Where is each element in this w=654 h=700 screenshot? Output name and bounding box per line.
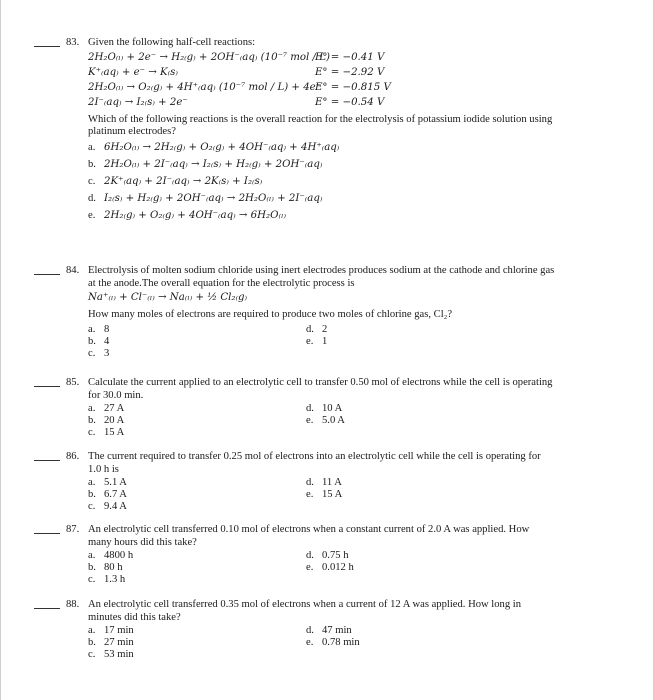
option-e[interactable]: e. 5.0 A (306, 415, 345, 427)
question-text-line2: many hours did this take? (88, 536, 197, 548)
option-d[interactable]: d. 47 min (306, 625, 352, 637)
option-c[interactable]: c. 3 (88, 347, 110, 359)
option-e[interactable]: e. 0.78 min (306, 637, 360, 649)
question-text-line2: at the anode.The overall equation for the electrolytic process is (88, 277, 355, 289)
question-text-line2: platinum electrodes? (88, 126, 176, 138)
question-text-line1: The current required to transfer 0.25 mol of electrons into an electrolytic cell while the cell is operating for (88, 451, 541, 462)
question-text-line2: 1.0 h is (88, 463, 119, 475)
answer-blank[interactable] (34, 608, 60, 609)
half-reaction-4: 2I⁻₍aq₎ → I₂₍s₎ + 2e⁻ E° = −0.54 V (88, 96, 385, 108)
question-text-line2: for 30.0 min. (88, 389, 144, 401)
question-text: How many moles of electrons are required to produce two moles of chlorine gas, Cl₂? (88, 309, 453, 321)
option-c[interactable]: c. 53 min (88, 649, 134, 661)
question-number: 83. (66, 37, 80, 48)
option-c[interactable]: c. 2K⁺₍aq₎ + 2I⁻₍aq₎ → 2K₍s₎ + I₂₍s₎ (88, 175, 263, 187)
option-b[interactable]: b. 2H₂O₍ₗ₎ + 2I⁻₍aq₎ → I₂₍s₎ + H₂₍g₎ + 2OH⁻₍aq₎ (88, 158, 323, 170)
half-reaction-3: 2H₂O₍ₗ₎ → O₂₍g₎ + 4H⁺₍aq₎ (10⁻⁷ mol / L) + 4e⁻ E° = −0.815 V (88, 81, 391, 93)
option-b[interactable]: b. 20 A (88, 415, 125, 427)
option-a[interactable]: a. 4800 h (88, 550, 134, 562)
answer-blank[interactable] (34, 386, 60, 387)
question-number: 87. (66, 524, 80, 535)
question-number: 85. (66, 377, 80, 388)
option-d[interactable]: d. 11 A (306, 477, 342, 489)
option-e[interactable]: e. 2H₂₍g₎ + O₂₍g₎ + 4OH⁻₍aq₎ → 6H₂O₍ₗ₎ (88, 209, 286, 221)
half-reaction-2: K⁺₍aq₎ + e⁻ → K₍s₎ E° = −2.92 V (88, 66, 385, 78)
question-text-line1: Electrolysis of molten sodium chloride using inert electrodes produces sodium at the cathode and chlorine gas (88, 265, 555, 276)
option-b[interactable]: b. 6.7 A (88, 489, 127, 501)
question-number: 84. (66, 265, 80, 276)
option-a[interactable]: a. 17 min (88, 625, 134, 637)
option-e[interactable]: e. 15 A (306, 489, 343, 501)
option-a[interactable]: a. 5.1 A (88, 477, 127, 489)
question-intro: Given the following half-cell reactions: (88, 37, 256, 48)
option-e[interactable]: e. 0.012 h (306, 562, 354, 574)
question-text-line1: An electrolytic cell transferred 0.35 mol of electrons when a current of 12 A was applied. How long in (88, 599, 522, 610)
option-d[interactable]: d. 10 A (306, 403, 343, 415)
overall-equation: Na⁺₍ₗ₎ + Cl⁻₍ₗ₎ → Na₍ₗ₎ + ½ Cl₂₍g₎ (88, 292, 248, 304)
answer-blank[interactable] (34, 533, 60, 534)
question-number: 86. (66, 451, 80, 462)
option-a[interactable]: a. 8 (88, 323, 110, 335)
answer-blank[interactable] (34, 46, 60, 47)
question-text-line1: An electrolytic cell transferred 0.10 mol of electrons when a constant current of 2.0 A was applied. How (88, 524, 530, 535)
option-c[interactable]: c. 1.3 h (88, 574, 126, 586)
question-number: 88. (66, 599, 80, 610)
question-text-line1: Calculate the current applied to an electrolytic cell to transfer 0.50 mol of electrons while the cell is operating (88, 377, 553, 388)
option-a[interactable]: a. 27 A (88, 403, 125, 415)
option-b[interactable]: b. 27 min (88, 637, 134, 649)
option-b[interactable]: b. 80 h (88, 562, 123, 574)
option-d[interactable]: d. 0.75 h (306, 550, 349, 562)
page-left-edge (0, 0, 1, 700)
option-d[interactable]: d. I₂₍s₎ + H₂₍g₎ + 2OH⁻₍aq₎ → 2H₂O₍ₗ₎ + 2I⁻₍aq₎ (88, 192, 323, 204)
option-c[interactable]: c. 9.4 A (88, 501, 127, 513)
question-text-line2: minutes did this take? (88, 611, 181, 623)
option-b[interactable]: b. 4 (88, 335, 110, 347)
option-d[interactable]: d. 2 (306, 323, 328, 335)
question-text-line1: Which of the following reactions is the overall reaction for the electrolysis of potassium iodide solution using (88, 113, 553, 125)
half-reaction-1: 2H₂O₍ₗ₎ + 2e⁻ → H₂₍g₎ + 2OH⁻₍aq₎ (10⁻⁷ mol / L) E° = −0.41 V (88, 51, 385, 63)
answer-blank[interactable] (34, 460, 60, 461)
option-a[interactable]: a. 6H₂O₍ₗ₎ → 2H₂₍g₎ + O₂₍g₎ + 4OH⁻₍aq₎ + 4H⁺₍aq₎ (88, 141, 340, 153)
option-e[interactable]: e. 1 (306, 335, 328, 347)
answer-blank[interactable] (34, 274, 60, 275)
option-c[interactable]: c. 15 A (88, 427, 125, 439)
